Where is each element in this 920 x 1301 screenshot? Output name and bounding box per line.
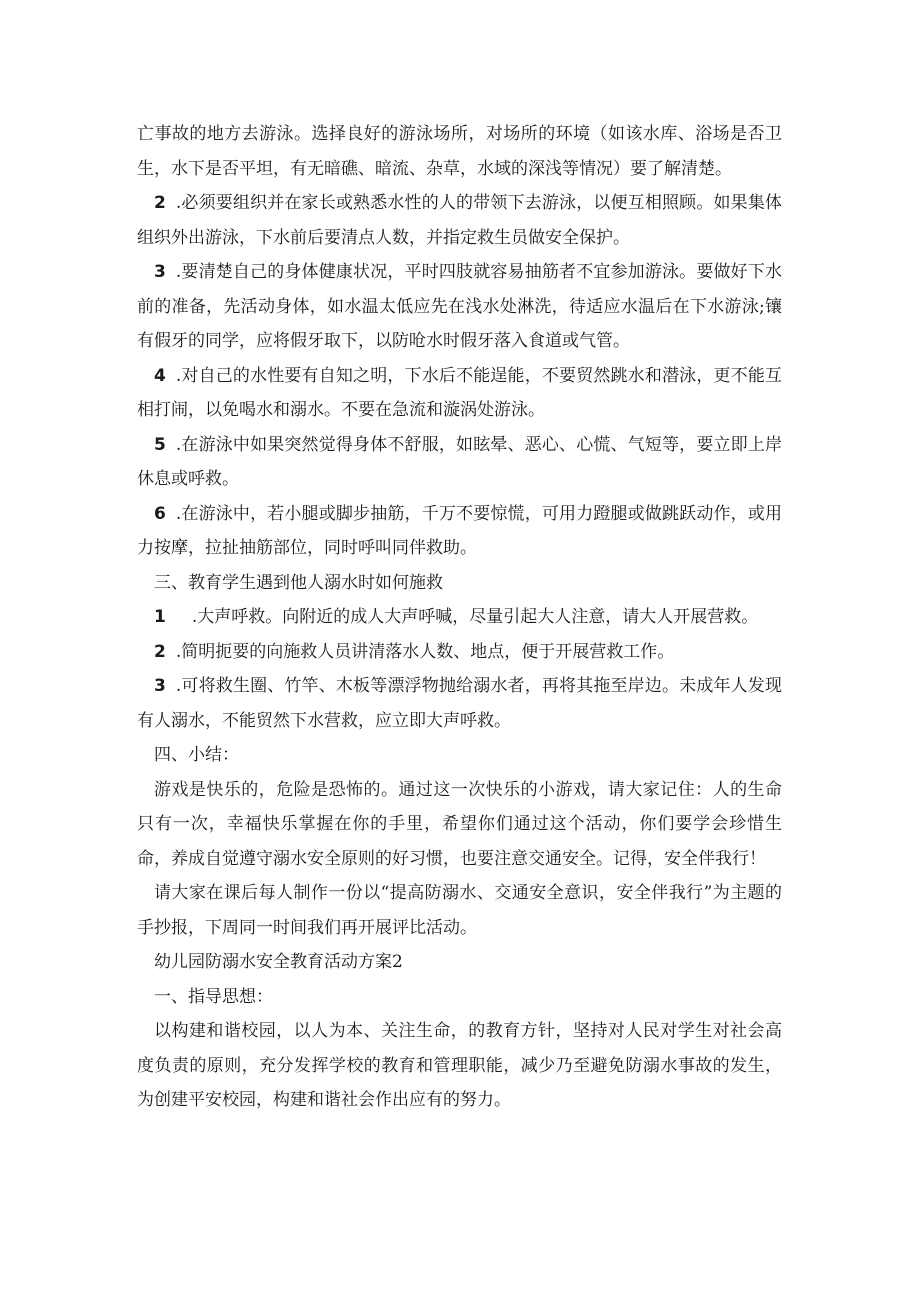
list-item-3b	[137, 669, 782, 738]
list-item-text: .大声呼救。向附近的成人大声呼喊，尽量引起大人注意，请大人开展营救。	[191, 607, 759, 627]
list-item-text: .可将救生圈、竹竿、木板等漂浮物抛给溺水者，再将其拖至岸边。未成年人发现有人溺水，不能贸然下水营救，应立即大声呼救。	[137, 676, 782, 731]
paragraph-text: 亡事故的地方去游泳。选择良好的游泳场所，对场所的环境（如该水库、浴场是否卫生，水下是否平坦，有无暗礁、暗流、杂草，水域的深浅等情况）要了解清楚。	[137, 124, 782, 179]
list-item-number: 4	[154, 365, 166, 386]
section-heading-text: 四、小结：	[154, 745, 239, 765]
list-item-5	[137, 428, 782, 497]
list-item-number: 6	[154, 503, 166, 524]
list-item-2	[137, 186, 782, 255]
list-item-number: 5	[154, 434, 166, 455]
list-item-text: .在游泳中如果突然觉得身体不舒服，如眩晕、恶心、心慌、气短等，要立即上岸休息或呼救。	[137, 434, 782, 489]
list-item-text: .在游泳中，若小腿或脚步抽筋，千万不要惊慌，可用力蹬腿或做跳跃动作，或用力按摩，拉扯抽筋部位，同时呼叫同伴救助。	[137, 503, 782, 558]
list-item-text: .要清楚自己的身体健康状况，平时四肢就容易抽筋者不宜参加游泳。要做好下水前的准备，先活动身体，如水温太低应先在浅水处淋洗，待适应水温后在下水游泳;镶有假牙的同学，应将假牙取下，以防呛水时假牙落入食道或气管。	[137, 262, 782, 351]
body-paragraph	[137, 773, 782, 877]
list-item-3	[137, 255, 782, 359]
paragraph-text: 以构建和谐校园，以人为本、关注生命，的教育方针，坚持对人民对学生对社会高度负责的原则，充分发挥学校的教育和管理职能，减少乃至避免防溺水事故的发生，为创建平安校园，构建和谐社会作出应有的努力。	[137, 1021, 782, 1110]
list-item-text: .对自己的水性要有自知之明，下水后不能逞能，不要贸然跳水和潜泳，更不能互相打闹，以免喝水和溺水。不要在急流和漩涡处游泳。	[137, 365, 782, 420]
list-item-4	[137, 359, 782, 428]
section-heading-summary	[137, 738, 782, 773]
document-subtitle	[137, 945, 782, 980]
list-item-1	[137, 600, 782, 635]
section-heading-guiding	[137, 980, 782, 1015]
document-body	[137, 117, 782, 1118]
paragraph-continuation	[137, 117, 782, 186]
paragraph-text: 游戏是快乐的，危险是恐怖的。通过这一次快乐的小游戏，请大家记住：人的生命只有一次，幸福快乐掌握在你的手里，希望你们通过这个活动，你们要学会珍惜生命，养成自觉遵守溺水安全原则的好习惯，也要注意交通安全。记得，安全伴我行！	[137, 779, 782, 869]
section-heading-text: 三、教育学生遇到他人溺水时如何施救	[154, 572, 443, 593]
body-paragraph	[137, 1014, 782, 1118]
list-item-number: 3	[154, 262, 166, 282]
section-heading-text: 一、指导思想：	[154, 986, 273, 1007]
list-item-number: 2	[154, 193, 166, 213]
list-item-6	[137, 497, 782, 566]
section-heading-rescue	[137, 566, 782, 601]
list-item-number: 2	[154, 641, 166, 662]
list-item-number: 1	[154, 607, 166, 627]
body-paragraph	[137, 876, 782, 945]
list-item-number: 3	[154, 676, 166, 696]
list-item-text: .简明扼要的向施救人员讲清落水人数、地点，便于开展营救工作。	[175, 641, 675, 662]
subtitle-text: 幼儿园防溺水安全教育活动方案2	[154, 952, 403, 972]
list-item-text: .必须要组织并在家长或熟悉水性的人的带领下去游泳，以便互相照顾。如果集体组织外出游泳，下水前后要清点人数，并指定救生员做安全保护。	[137, 193, 782, 248]
paragraph-text: 请大家在课后每人制作一份以“提高防溺水、交通安全意识，安全伴我行”为主题的手抄报，下周同一时间我们再开展评比活动。	[137, 883, 782, 938]
list-item-2b	[137, 635, 782, 670]
